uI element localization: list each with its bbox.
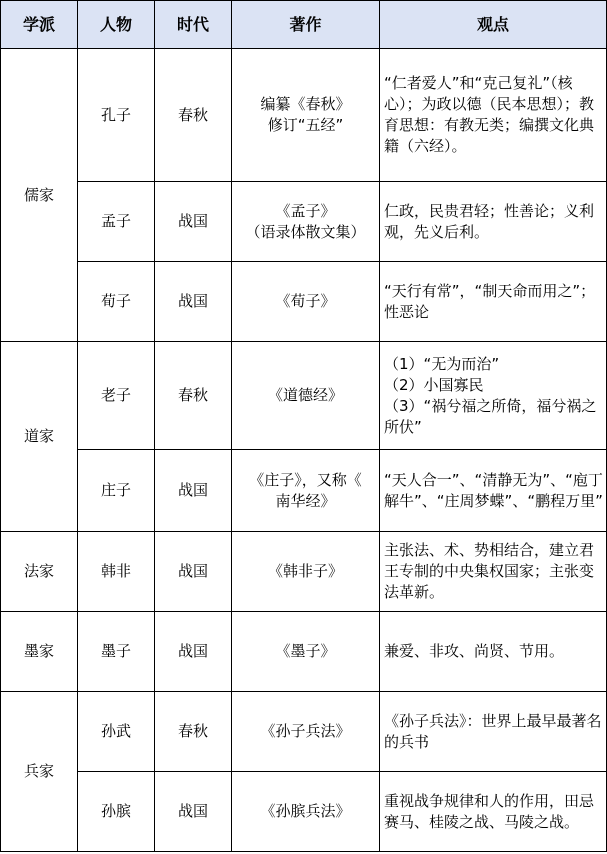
school-cell: 兵家: [1, 692, 78, 852]
views-line: （1）“无为而治”: [384, 354, 500, 373]
era-cell: 战国: [155, 612, 232, 692]
era-cell: 战国: [155, 262, 232, 342]
works-cell: 《孙子兵法》: [232, 692, 380, 772]
works-cell: [232, 182, 380, 262]
person-cell: 孔子: [78, 49, 155, 182]
header-era: 时代: [155, 1, 232, 49]
works-cell: [232, 49, 380, 182]
works-line: 《庄子》，又称《: [249, 470, 362, 489]
table-row: [1, 450, 607, 532]
person-cell: 荀子: [78, 262, 155, 342]
person-cell: 老子: [78, 342, 155, 450]
works-line: 《孟子》: [275, 201, 336, 220]
school-cell: 墨家: [1, 612, 78, 692]
views-cell: 仁政，民贵君轻；性善论；义利观，先义后利。: [380, 182, 607, 262]
works-cell: 《孙膑兵法》: [232, 772, 380, 852]
views-cell: [380, 342, 607, 450]
table-row: [1, 49, 607, 182]
person-cell: 墨子: [78, 612, 155, 692]
views-cell: 主张法、术、势相结合，建立君王专制的中央集权国家；主张变法革新。: [380, 532, 607, 612]
person-cell: 孙膑: [78, 772, 155, 852]
views-cell: “仁者爱人”和“克己复礼”（核心）；为政以德（民本思想）；教育思想：有教无类；编撰文化典籍（六经）。: [380, 49, 607, 182]
table-row: [1, 532, 607, 612]
person-cell: 孟子: [78, 182, 155, 262]
person-cell: 韩非: [78, 532, 155, 612]
person-cell: 庄子: [78, 450, 155, 532]
header-views: 观点: [380, 1, 607, 49]
school-cell: 儒家: [1, 49, 78, 342]
table-row: [1, 262, 607, 342]
views-cell: 《孙子兵法》：世界上最早最著名的兵书: [380, 692, 607, 772]
works-cell: 《韩非子》: [232, 532, 380, 612]
works-cell: 《道德经》: [232, 342, 380, 450]
header-school: 学派: [1, 1, 78, 49]
person-cell: 孙武: [78, 692, 155, 772]
table-row: [1, 692, 607, 772]
header-person: 人物: [78, 1, 155, 49]
table-row: [1, 612, 607, 692]
works-line: 南华经》: [275, 491, 336, 510]
table-row: [1, 772, 607, 852]
header-works: 著作: [232, 1, 380, 49]
era-cell: 春秋: [155, 692, 232, 772]
era-cell: 战国: [155, 182, 232, 262]
school-cell: 道家: [1, 342, 78, 532]
views-line: （3）“祸兮福之所倚，福兮祸之所伏”: [384, 396, 597, 436]
works-cell: [232, 450, 380, 532]
era-cell: 战国: [155, 450, 232, 532]
views-cell: 兼爱、非攻、尚贤、节用。: [380, 612, 607, 692]
works-cell: 《荀子》: [232, 262, 380, 342]
table-row: [1, 182, 607, 262]
era-cell: 春秋: [155, 49, 232, 182]
works-line: 编纂《春秋》: [260, 95, 351, 113]
views-line: （2）小国寡民: [384, 375, 484, 394]
school-cell: 法家: [1, 532, 78, 612]
era-cell: 战国: [155, 772, 232, 852]
works-line: （语录体散文集）: [245, 222, 366, 241]
header-row: [1, 1, 607, 49]
era-cell: 春秋: [155, 342, 232, 450]
works-line: 修订“五经”: [267, 116, 344, 134]
views-cell: “天人合一”、“清静无为”、“庖丁解牛”、“庄周梦蝶”、“鹏程万里”: [380, 450, 607, 532]
works-cell: 《墨子》: [232, 612, 380, 692]
table-row: [1, 342, 607, 450]
views-cell: 重视战争规律和人的作用，田忌赛马、桂陵之战、马陵之战。: [380, 772, 607, 852]
era-cell: 战国: [155, 532, 232, 612]
views-cell: “天行有常”，“制天命而用之”；性恶论: [380, 262, 607, 342]
